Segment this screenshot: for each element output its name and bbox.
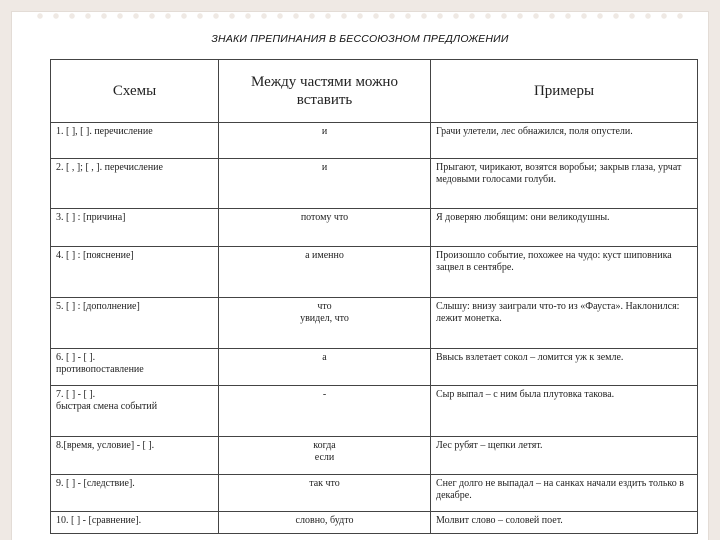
table-row	[51, 386, 698, 437]
document-sheet	[12, 12, 708, 540]
example-cell: Лес рубят – щепки летят.	[431, 437, 698, 475]
insert-cell: а именно	[219, 247, 431, 298]
insert-cell: так что	[219, 475, 431, 512]
table-row	[51, 123, 698, 159]
table-header-row	[51, 60, 698, 123]
scheme-cell: 8.[время, условие] - [ ].	[51, 437, 219, 475]
insert-cell: когда если	[219, 437, 431, 475]
scheme-cell: 4. [ ] : [пояснение]	[51, 247, 219, 298]
table-row	[51, 512, 698, 534]
scheme-cell: 7. [ ] - [ ]. быстрая смена событий	[51, 386, 219, 437]
scheme-cell: 3. [ ] : [причина]	[51, 209, 219, 247]
example-cell: Молвит слово – соловей поет.	[431, 512, 698, 534]
header-schemes: Схемы	[51, 60, 219, 123]
example-cell: Произошло событие, похожее на чудо: куст шиповника зацвел в сентябре.	[431, 247, 698, 298]
table-row	[51, 349, 698, 386]
scheme-cell: 6. [ ] - [ ]. противопоставление	[51, 349, 219, 386]
scheme-cell: 5. [ ] : [дополнение]	[51, 298, 219, 349]
scheme-cell: 9. [ ] - [следствие].	[51, 475, 219, 512]
example-cell: Грачи улетели, лес обнажился, поля опустели.	[431, 123, 698, 159]
scheme-cell: 1. [ ], [ ]. перечисление	[51, 123, 219, 159]
insert-cell: и	[219, 159, 431, 209]
table-row	[51, 298, 698, 349]
example-cell: Слышу: внизу заиграли что-то из «Фауста». Наклонился: лежит монетка.	[431, 298, 698, 349]
insert-cell: -	[219, 386, 431, 437]
insert-cell: а	[219, 349, 431, 386]
insert-cell: словно, будто	[219, 512, 431, 534]
header-examples: Примеры	[431, 60, 698, 123]
scheme-cell: 10. [ ] - [сравнение].	[51, 512, 219, 534]
table-row	[51, 475, 698, 512]
example-cell: Я доверяю любящим: они великодушны.	[431, 209, 698, 247]
example-cell: Сыр выпал – с ним была плутовка такова.	[431, 386, 698, 437]
page-title: ЗНАКИ ПРЕПИНАНИЯ В БЕССОЮЗНОМ ПРЕДЛОЖЕНИИ	[211, 33, 509, 45]
table-row	[51, 437, 698, 475]
punctuation-table	[50, 59, 698, 534]
insert-cell: и	[219, 123, 431, 159]
insert-cell: что увидел, что	[219, 298, 431, 349]
table-row	[51, 209, 698, 247]
header-insert: Между частями можно вставить	[219, 60, 431, 123]
table-row	[51, 247, 698, 298]
table-row	[51, 159, 698, 209]
example-cell: Снег долго не выпадал – на санках начали ездить только в декабре.	[431, 475, 698, 512]
example-cell: Ввысь взлетает сокол – ломится уж к земле.	[431, 349, 698, 386]
insert-cell: потому что	[219, 209, 431, 247]
perforated-edge	[34, 12, 686, 20]
example-cell: Прыгают, чирикают, возятся воробьи; закрыв глаза, урчат медовыми голосами голуби.	[431, 159, 698, 209]
scheme-cell: 2. [ , ]; [ , ]. перечисление	[51, 159, 219, 209]
